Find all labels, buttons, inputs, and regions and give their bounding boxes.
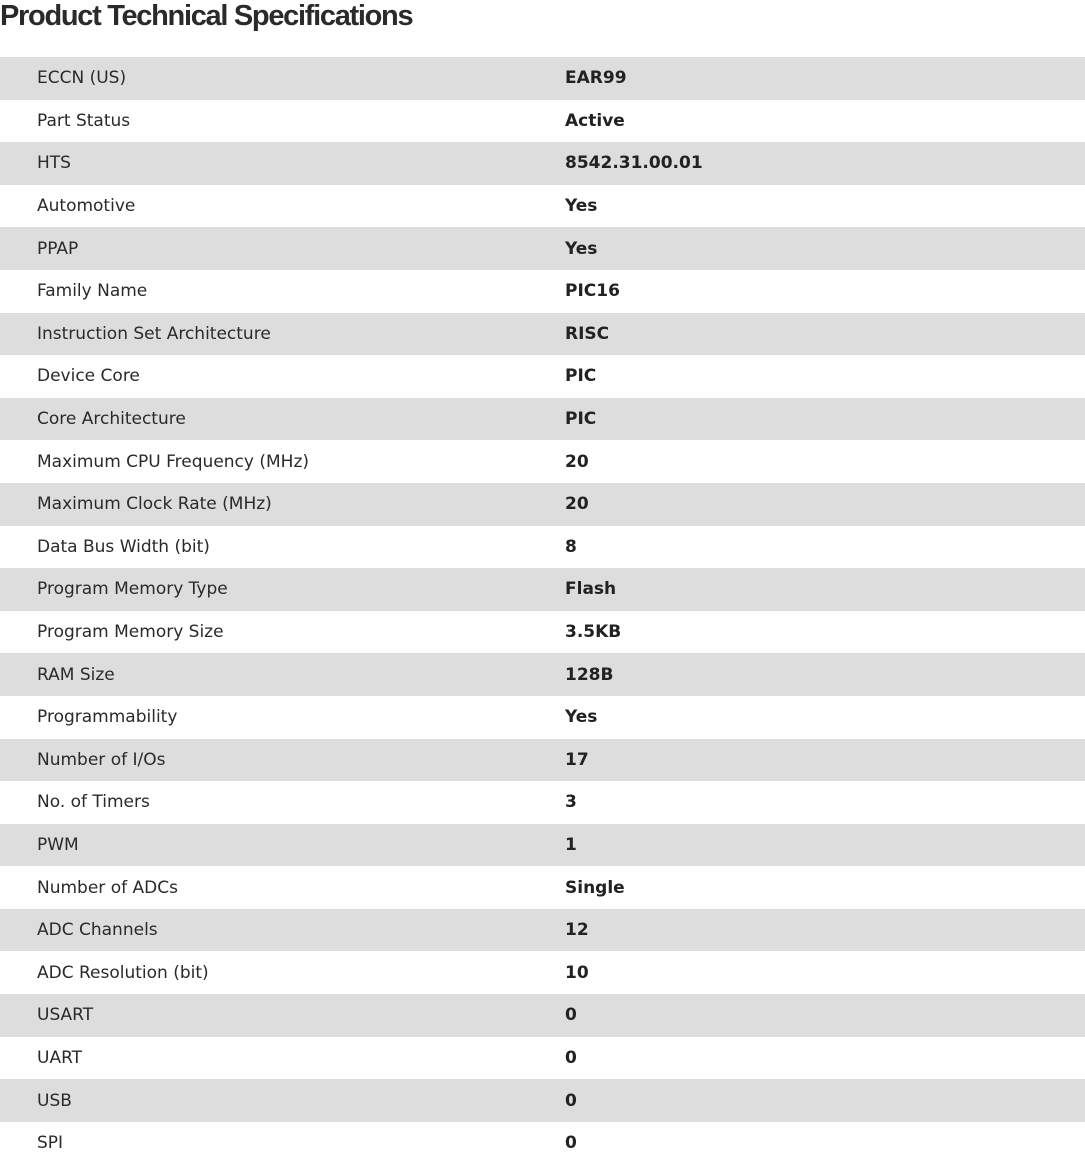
spec-name: Part Status (37, 110, 131, 131)
table-row (0, 781, 1085, 824)
table-row (0, 526, 1085, 569)
spec-name: Device Core (37, 366, 140, 387)
table-row (0, 696, 1085, 739)
spec-name: USB (37, 1090, 72, 1111)
spec-value: Yes (565, 238, 598, 259)
spec-name: HTS (37, 153, 71, 174)
spec-name: Program Memory Size (37, 622, 224, 643)
spec-name: PWM (37, 834, 79, 855)
table-row (0, 483, 1085, 526)
table-row (0, 1079, 1085, 1122)
spec-value: PIC16 (565, 281, 620, 302)
spec-name: USART (37, 1005, 94, 1026)
spec-value: 17 (565, 749, 589, 770)
table-row (0, 866, 1085, 909)
table-row (0, 909, 1085, 952)
spec-name: Family Name (37, 281, 148, 302)
table-row (0, 440, 1085, 483)
spec-name: Number of I/Os (37, 749, 166, 770)
spec-name: ECCN (US) (37, 68, 127, 89)
spec-value: 0 (565, 1090, 577, 1111)
spec-value: 128B (565, 664, 614, 685)
spec-name: PPAP (37, 238, 79, 259)
spec-name: SPI (37, 1133, 64, 1154)
spec-value: 0 (565, 1047, 577, 1068)
spec-value: PIC (565, 366, 597, 387)
spec-name: No. of Timers (37, 792, 150, 813)
table-row (0, 313, 1085, 356)
spec-value: 0 (565, 1133, 577, 1154)
table-row (0, 185, 1085, 228)
spec-value: 12 (565, 920, 589, 941)
table-row (0, 57, 1085, 100)
page-title: Product Technical Specifications (0, 0, 413, 32)
spec-name: RAM Size (37, 664, 115, 685)
spec-name: Maximum Clock Rate (MHz) (37, 494, 272, 515)
spec-value: 10 (565, 962, 589, 983)
table-row (0, 951, 1085, 994)
spec-name: Programmability (37, 707, 178, 728)
spec-value: RISC (565, 323, 610, 344)
spec-value: 3 (565, 792, 577, 813)
table-row (0, 270, 1085, 313)
table-row (0, 653, 1085, 696)
spec-value: Flash (565, 579, 617, 600)
spec-name: ADC Channels (37, 920, 158, 941)
table-row (0, 100, 1085, 143)
spec-value: Yes (565, 707, 598, 728)
table-row (0, 611, 1085, 654)
spec-name: Maximum CPU Frequency (MHz) (37, 451, 309, 472)
spec-name: Data Bus Width (bit) (37, 536, 210, 557)
table-row (0, 142, 1085, 185)
spec-table (0, 57, 1085, 1160)
spec-value: 3.5KB (565, 622, 622, 643)
spec-value: 8 (565, 536, 577, 557)
spec-value: Yes (565, 196, 598, 217)
table-row (0, 994, 1085, 1037)
spec-value: 8542.31.00.01 (565, 153, 703, 174)
table-row (0, 824, 1085, 867)
spec-value: 20 (565, 494, 589, 515)
spec-name: UART (37, 1047, 83, 1068)
table-row (0, 1122, 1085, 1160)
spec-name: Instruction Set Architecture (37, 323, 271, 344)
spec-value: EAR99 (565, 68, 627, 89)
spec-value: PIC (565, 409, 597, 430)
spec-name: Number of ADCs (37, 877, 178, 898)
spec-value: 20 (565, 451, 589, 472)
spec-name: Automotive (37, 196, 136, 217)
table-row (0, 227, 1085, 270)
spec-value: 0 (565, 1005, 577, 1026)
table-row (0, 1037, 1085, 1080)
table-row (0, 568, 1085, 611)
spec-name: Core Architecture (37, 409, 186, 430)
spec-name: ADC Resolution (bit) (37, 962, 209, 983)
table-row (0, 739, 1085, 782)
spec-value: Single (565, 877, 625, 898)
spec-value: Active (565, 110, 625, 131)
table-row (0, 398, 1085, 441)
spec-name: Program Memory Type (37, 579, 228, 600)
spec-value: 1 (565, 834, 577, 855)
table-row (0, 355, 1085, 398)
